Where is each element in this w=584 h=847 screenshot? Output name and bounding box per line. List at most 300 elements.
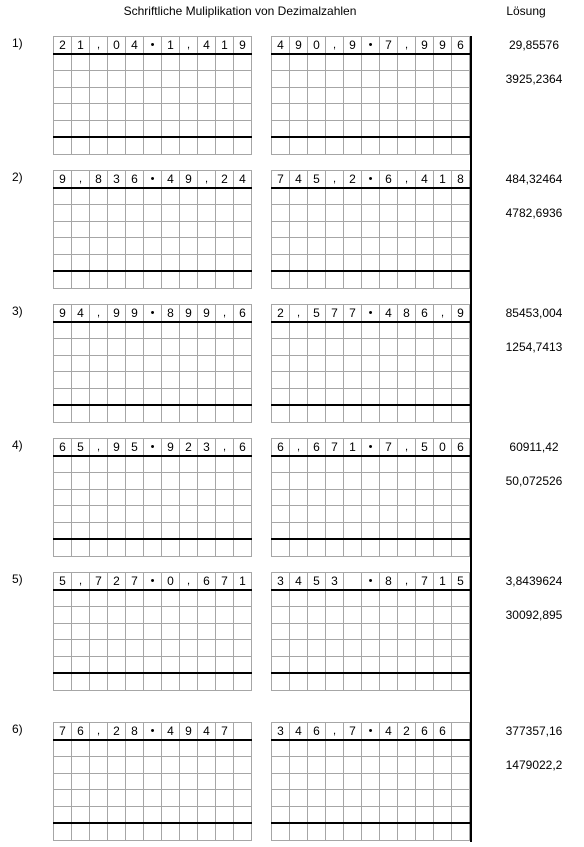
grid-cell [344,473,362,490]
grid-cell [234,790,252,807]
grid-cell [398,806,416,823]
grid-cell [108,137,126,154]
working-row [272,757,470,774]
grid-cell [162,806,180,823]
grid-cell [198,539,216,556]
grid-cell [272,120,290,137]
grid-cell [452,456,470,473]
grid-cell [180,506,198,523]
grid-cell [290,205,308,222]
grid-cell [162,339,180,356]
grid-cell [90,271,108,288]
working-row [272,54,470,71]
grid-cell [308,54,326,71]
working-row [272,773,470,790]
grid-cell [434,254,452,271]
problem-cell: 0 [162,573,180,590]
grid-cell [326,823,344,840]
problem-cell: 4 [198,723,216,740]
grid-cell [452,539,470,556]
grid-cell [216,87,234,104]
grid-cell [272,656,290,673]
grid-cell [216,740,234,757]
grid-cell [234,456,252,473]
working-row [272,238,470,255]
grid-cell [162,388,180,405]
problem-cell: 2 [180,439,198,456]
grid-cell [162,790,180,807]
grid-cell [290,456,308,473]
problem-cell: 5 [308,171,326,188]
result-row [54,673,252,690]
grid-cell [144,322,162,339]
problem-cell: 9 [162,439,180,456]
working-row [54,254,252,271]
grid-cell [416,188,434,205]
grid-cell [126,339,144,356]
problem-cell: 8 [398,305,416,322]
grid-cell [452,271,470,288]
grid-cell [72,539,90,556]
grid-cell [434,71,452,88]
grid-cell [272,54,290,71]
grid-cell [272,388,290,405]
grid-cell [90,221,108,238]
grid-cell [72,806,90,823]
grid-cell [290,54,308,71]
grid-cell [72,71,90,88]
grid-cell [308,322,326,339]
grid-cell [416,623,434,640]
working-row [54,623,252,640]
grid-cell [234,104,252,121]
grid-cell [326,205,344,222]
grid-cell [216,539,234,556]
grid-cell [54,388,72,405]
solution-value: 1254,7413 [505,340,563,354]
grid-cell [272,221,290,238]
grid-cell [362,71,380,88]
grid-cell [180,656,198,673]
grid-cell [180,71,198,88]
grid-cell [72,254,90,271]
problem-cell: 5 [126,439,144,456]
grid-cell [216,388,234,405]
grid-cell [108,405,126,422]
grid-cell [108,271,126,288]
problem-cell: 9 [126,305,144,322]
problem-cell: , [434,305,452,322]
grid-cell [398,773,416,790]
grid-cell [434,590,452,607]
grid-cell [54,656,72,673]
grid-cell [362,757,380,774]
grid-cell [216,104,234,121]
solution-value: 3,8439624 [505,574,563,588]
grid-cell [216,322,234,339]
grid-cell [162,607,180,624]
problem-cell: 0 [108,37,126,54]
problem-cell: • [362,171,380,188]
grid-cell [216,489,234,506]
grid-cell [452,137,470,154]
grid-cell [272,372,290,389]
problem-cell: 7 [216,723,234,740]
problem-cell: 2 [272,305,290,322]
grid-cell [452,254,470,271]
grid-cell [362,806,380,823]
grid-cell [290,673,308,690]
working-row [54,806,252,823]
working-row [54,87,252,104]
grid-cell [344,87,362,104]
grid-cell [398,607,416,624]
grid-cell [180,623,198,640]
grid-cell [144,137,162,154]
grid-cell [126,656,144,673]
grid-cell [326,188,344,205]
grid-cell [198,489,216,506]
grid-cell [272,506,290,523]
grid-cell [90,339,108,356]
grid-cell [72,773,90,790]
grid-cell [90,388,108,405]
grid-cell [144,104,162,121]
grid-cell [90,640,108,657]
grid-cell [162,757,180,774]
grid-cell [452,221,470,238]
grid-cell [108,506,126,523]
grid-cell [54,405,72,422]
grid-cell [344,388,362,405]
problem-cell: 7 [380,439,398,456]
problem-cell: 6 [272,439,290,456]
grid-cell [344,372,362,389]
grid-cell [398,757,416,774]
grid-cell [434,740,452,757]
grid-cell [180,757,198,774]
grid-cell [308,757,326,774]
grid-cell [290,221,308,238]
grid-cell [198,806,216,823]
grid-cell [416,506,434,523]
grid-cell [434,137,452,154]
grid-cell [272,623,290,640]
grid-cell [144,623,162,640]
grid-cell [380,539,398,556]
problem-cell: 9 [180,305,198,322]
grid-cell [452,607,470,624]
grid-cell [452,673,470,690]
grid-cell [398,87,416,104]
grid-cell [362,372,380,389]
solution-value: 3925,2364 [505,72,563,86]
problem-cell: 2 [108,573,126,590]
problem-row [272,439,470,456]
grid-cell [198,271,216,288]
problem-cell: 7 [216,573,234,590]
grid-cell [162,522,180,539]
grid-cell [344,806,362,823]
grid-cell [344,322,362,339]
grid-cell [308,790,326,807]
problem-row [272,305,470,322]
grid-cell [180,539,198,556]
grid-cell [452,790,470,807]
grid-cell [272,322,290,339]
right-multiplication-grid [271,304,470,423]
problem-row [54,723,252,740]
grid-cell [416,54,434,71]
grid-cell [344,54,362,71]
grid-cell [108,489,126,506]
problem-cell: 5 [72,439,90,456]
grid-cell [452,740,470,757]
grid-cell [108,104,126,121]
grid-cell [180,120,198,137]
grid-cell [234,740,252,757]
grid-cell [198,54,216,71]
grid-cell [144,757,162,774]
grid-cell [144,71,162,88]
grid-cell [198,623,216,640]
grid-cell [362,238,380,255]
working-row [54,355,252,372]
grid-cell [108,473,126,490]
task-number: 3) [12,304,23,318]
right-multiplication-grid [271,170,470,289]
grid-cell [362,54,380,71]
working-row [272,388,470,405]
grid-cell [380,322,398,339]
grid-cell [272,823,290,840]
grid-cell [434,388,452,405]
grid-cell [362,790,380,807]
grid-cell [290,522,308,539]
left-multiplication-grid [53,438,252,557]
problem-cell: 4 [234,171,252,188]
problem-cell: , [72,573,90,590]
grid-cell [326,640,344,657]
grid-cell [398,254,416,271]
grid-cell [326,673,344,690]
grid-cell [272,640,290,657]
task-number: 4) [12,438,23,452]
problem-cell: 5 [416,439,434,456]
grid-cell [144,388,162,405]
grid-cell [380,271,398,288]
grid-cell [416,372,434,389]
grid-cell [434,640,452,657]
grid-cell [308,339,326,356]
grid-cell [90,405,108,422]
grid-cell [380,355,398,372]
grid-cell [144,205,162,222]
problem-cell: , [198,171,216,188]
grid-cell [90,456,108,473]
grid-cell [162,640,180,657]
grid-cell [398,120,416,137]
problem-cell: 9 [290,37,308,54]
grid-cell [72,238,90,255]
problem-cell: 8 [162,305,180,322]
grid-cell [162,489,180,506]
grid-cell [452,405,470,422]
grid-cell [198,757,216,774]
grid-cell [90,473,108,490]
grid-cell [216,271,234,288]
grid-cell [326,54,344,71]
grid-cell [434,506,452,523]
problem-cell: 7 [344,305,362,322]
grid-cell [326,104,344,121]
grid-cell [72,221,90,238]
problem-cell: , [90,37,108,54]
grid-cell [416,221,434,238]
grid-cell [434,405,452,422]
grid-cell [290,104,308,121]
grid-cell [198,221,216,238]
grid-cell [162,823,180,840]
grid-cell [108,623,126,640]
grid-cell [198,640,216,657]
grid-cell [380,773,398,790]
problem-cell: 0 [308,37,326,54]
grid-cell [434,87,452,104]
grid-cell [308,607,326,624]
grid-cell [362,473,380,490]
problem-cell: 7 [344,723,362,740]
grid-cell [54,355,72,372]
grid-cell [234,221,252,238]
grid-cell [326,322,344,339]
grid-cell [54,506,72,523]
grid-cell [108,87,126,104]
grid-cell [326,456,344,473]
grid-cell [180,137,198,154]
problem-cell: 9 [234,37,252,54]
problem-cell: 7 [326,305,344,322]
grid-cell [162,254,180,271]
problem-cell: 9 [108,439,126,456]
problem-cell: 6 [416,305,434,322]
grid-cell [398,740,416,757]
problem-cell: 7 [272,171,290,188]
grid-cell [344,740,362,757]
grid-cell [380,238,398,255]
grid-cell [344,456,362,473]
grid-cell [398,372,416,389]
grid-cell [126,522,144,539]
left-multiplication-grid [53,572,252,691]
grid-cell [216,473,234,490]
grid-cell [344,221,362,238]
grid-cell [290,254,308,271]
problem-cell: , [326,171,344,188]
worksheet-title: Schriftliche Muliplikation von Dezimalzahlen [123,4,357,18]
grid-cell [398,522,416,539]
problem-cell: • [362,723,380,740]
grid-cell [290,590,308,607]
grid-cell [234,806,252,823]
grid-cell [144,271,162,288]
grid-cell [272,87,290,104]
grid-cell [54,271,72,288]
grid-cell [398,104,416,121]
problem-cell: 5 [308,573,326,590]
problem-cell: , [398,37,416,54]
grid-cell [398,790,416,807]
grid-cell [380,104,398,121]
grid-cell [144,489,162,506]
grid-cell [162,221,180,238]
grid-cell [180,522,198,539]
grid-cell [216,590,234,607]
grid-cell [54,238,72,255]
problem-cell: 4 [380,305,398,322]
grid-cell [54,322,72,339]
grid-cell [54,640,72,657]
grid-cell [344,539,362,556]
problem-cell: • [144,37,162,54]
grid-cell [90,623,108,640]
grid-cell [108,656,126,673]
grid-cell [180,388,198,405]
grid-cell [380,71,398,88]
grid-cell [362,120,380,137]
grid-cell [416,489,434,506]
grid-cell [144,339,162,356]
result-row [272,137,470,154]
grid-cell [308,640,326,657]
grid-cell [416,539,434,556]
grid-cell [180,188,198,205]
problem-cell [452,723,470,740]
grid-cell [416,238,434,255]
grid-cell [434,757,452,774]
working-row [54,473,252,490]
problem-cell: 1 [72,37,90,54]
grid-cell [54,757,72,774]
grid-cell [54,740,72,757]
grid-cell [308,254,326,271]
grid-cell [144,806,162,823]
grid-cell [180,773,198,790]
grid-cell [144,506,162,523]
grid-cell [90,54,108,71]
result-row [272,271,470,288]
grid-cell [362,271,380,288]
grid-cell [234,673,252,690]
grid-cell [108,640,126,657]
problem-cell: 7 [90,573,108,590]
grid-cell [126,120,144,137]
problem-cell: 6 [234,439,252,456]
grid-cell [290,656,308,673]
problem-cell: 9 [54,305,72,322]
grid-cell [344,623,362,640]
grid-cell [362,506,380,523]
grid-cell [362,740,380,757]
grid-cell [144,823,162,840]
problem-cell: 9 [434,37,452,54]
grid-cell [416,522,434,539]
grid-cell [344,590,362,607]
grid-cell [452,372,470,389]
grid-cell [380,339,398,356]
grid-cell [434,120,452,137]
grid-cell [144,87,162,104]
